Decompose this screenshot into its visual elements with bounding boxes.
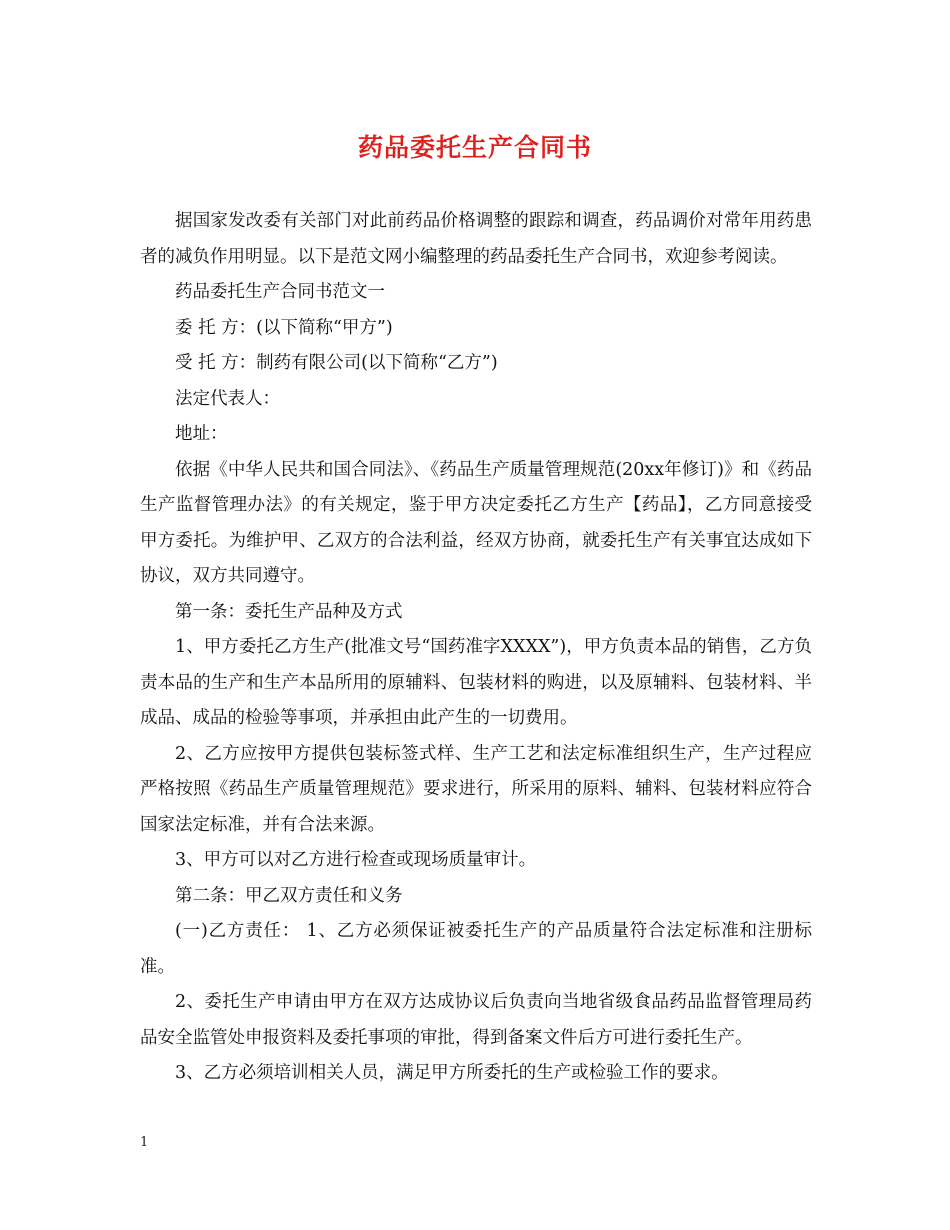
legal-representative-line: 法定代表人：	[175, 388, 280, 409]
article-1-clause-2: 2、乙方应按甲方提供包装标签式样、生产工艺和法定标准组织生产，生产过程应严格按照《药品生产质量管理规范》要求进行，所采用的原料、辅料、包装材料应符合国家法定标准，并有合法来源。	[140, 743, 812, 835]
contractor-line: 受 托 方：制药有限公司(以下简称“乙方”)	[175, 353, 498, 373]
article-2-clause-1: (一)乙方责任： 1、乙方必须保证被委托生产的产品质量符合法定标准和注册标准。	[140, 921, 812, 977]
basis-paragraph: 依据《中华人民共和国合同法》、《药品生产质量管理规范(20xx年修订)》和《药品生产监督管理办法》的有关规定，鉴于甲方决定委托乙方生产【药品】，乙方同意接受甲方委托。为维护甲、乙双方的合法利益，经双方协商，就委托生产有关事宜达成如下协议，双方共同遵守。	[140, 459, 812, 586]
page-number: 1	[140, 1135, 149, 1150]
intro-paragraph: 据国家发改委有关部门对此前药品价格调整的跟踪和调查，药品调价对常年用药患者的减负作用明显。以下是范文网小编整理的药品委托生产合同书，欢迎参考阅读。	[140, 211, 812, 267]
article-1-heading: 第一条：委托生产品种及方式	[175, 601, 403, 622]
article-2-clause-2: 2、委托生产申请由甲方在双方达成协议后负责向当地省级食品药品监督管理局药品安全监管处申报资料及委托事项的审批，得到备案文件后方可进行委托生产。	[140, 992, 812, 1048]
article-1-clause-1: 1、甲方委托乙方生产(批准文号“国药准字XXXX”)，甲方负责本品的销售，乙方负责本品的生产和生产本品所用的原辅料、包装材料的购进，以及原辅料、包装材料、半成品、成品的检验等事项，并承担由此产生的一切费用。	[140, 637, 812, 728]
article-1-clause-3: 3、甲方可以对乙方进行检查或现场质量审计。	[175, 850, 537, 870]
article-2-heading: 第二条：甲乙双方责任和义务	[175, 885, 403, 906]
address-line: 地址：	[175, 424, 228, 444]
document-title: 药品委托生产合同书	[357, 133, 592, 162]
sample-heading: 药品委托生产合同书范文一	[175, 282, 385, 302]
document-body	[140, 204, 812, 1092]
client-line: 委 托 方：(以下简称“甲方”)	[175, 317, 393, 338]
article-2-clause-3: 3、乙方必须培训相关人员，满足甲方所委托的生产或检验工作的要求。	[175, 1063, 729, 1083]
